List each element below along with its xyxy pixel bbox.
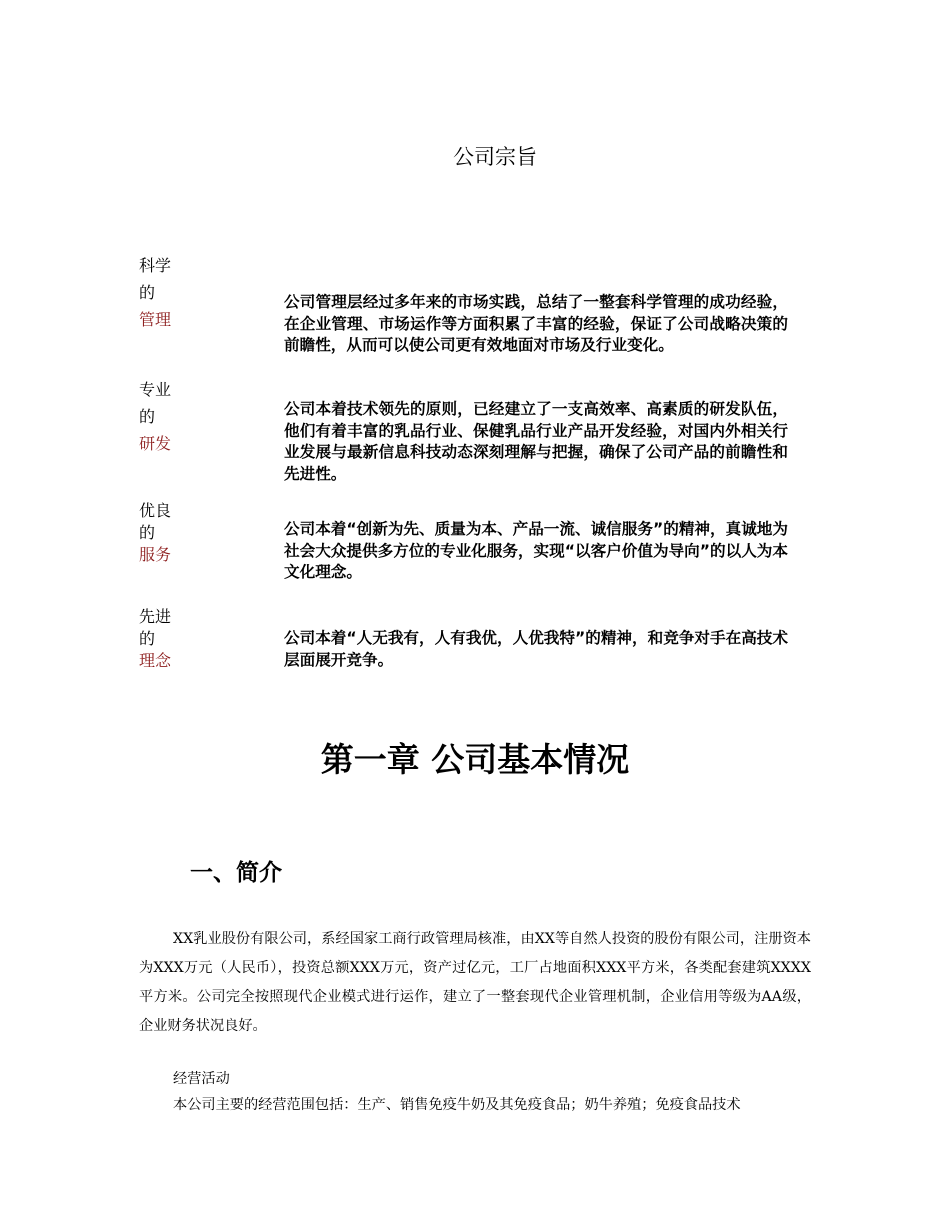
mission-label-rnd (139, 376, 209, 457)
mission-label-philosophy (139, 606, 209, 672)
mission-text-philosophy: 公司本着“人无我有，人有我优，人优我特”的精神，和竞争对手在高技术层面展开竞争。 (284, 629, 788, 669)
label-keyword: 管理 (139, 310, 172, 329)
chapter-title: 第一章 公司基本情况 (320, 740, 630, 779)
mission-text-management: 公司管理层经过多年来的市场实践，总结了一整套科学管理的成功经验，在企业管理、市场运作等方面积累了丰富的经验，保证了公司战略决策的前瞻性，从而可以使公司更有效地面对市场及行业变化。 (284, 293, 788, 354)
business-subheading: 经营活动 (173, 1071, 230, 1087)
business-scope-text: 本公司主要的经营范围包括：生产、销售免疫牛奶及其免疫食品；奶牛养殖；免疫食品技术 (173, 1097, 741, 1113)
mission-label-management (139, 252, 209, 333)
section-title: 一、简介 (190, 860, 282, 886)
mission-text-service: 公司本着“创新为先、质量为本、产品一流、诚信服务”的精神，真诚地为社会大众提供多方位的专业化服务，实现“以客户价值为导向”的以人为本文化理念。 (284, 520, 788, 581)
label-line: 优良 (139, 501, 172, 520)
intro-paragraph: XX乳业股份有限公司，系经国家工商行政管理局核准，由XX等自然人投资的股份有限公司，注册资本为XXX万元（人民币），投资总额XXX万元，资产过亿元，工厂占地面积XXX平方米，各类配套建筑XXXX平方米。公司完全按照现代企业模式进行运作，建立了一整套现代企业管理机制，企业信用等级为AA级， 企业财务状况良好。 (139, 931, 811, 1034)
mission-text-rnd: 公司本着技术领先的原则，已经建立了一支高效率、高素质的研发队伍，他们有着丰富的乳品行业、保健乳品行业产品开发经验，对国内外相关行业发展与最新信息科技动态深刻理解与把握，确保了公司产品的前瞻性和先进性。 (284, 400, 788, 483)
label-line: 的 (139, 629, 156, 648)
label-keyword: 研发 (139, 434, 172, 453)
label-line: 的 (139, 283, 156, 302)
mission-label-service (139, 500, 209, 566)
label-line: 的 (139, 407, 156, 426)
label-line: 科学 (139, 256, 172, 275)
label-line: 先进 (139, 607, 172, 626)
label-line: 专业 (139, 380, 172, 399)
label-keyword: 服务 (139, 545, 172, 564)
label-keyword: 理念 (139, 651, 172, 670)
label-line: 的 (139, 523, 156, 542)
mission-title: 公司宗旨 (453, 145, 537, 169)
